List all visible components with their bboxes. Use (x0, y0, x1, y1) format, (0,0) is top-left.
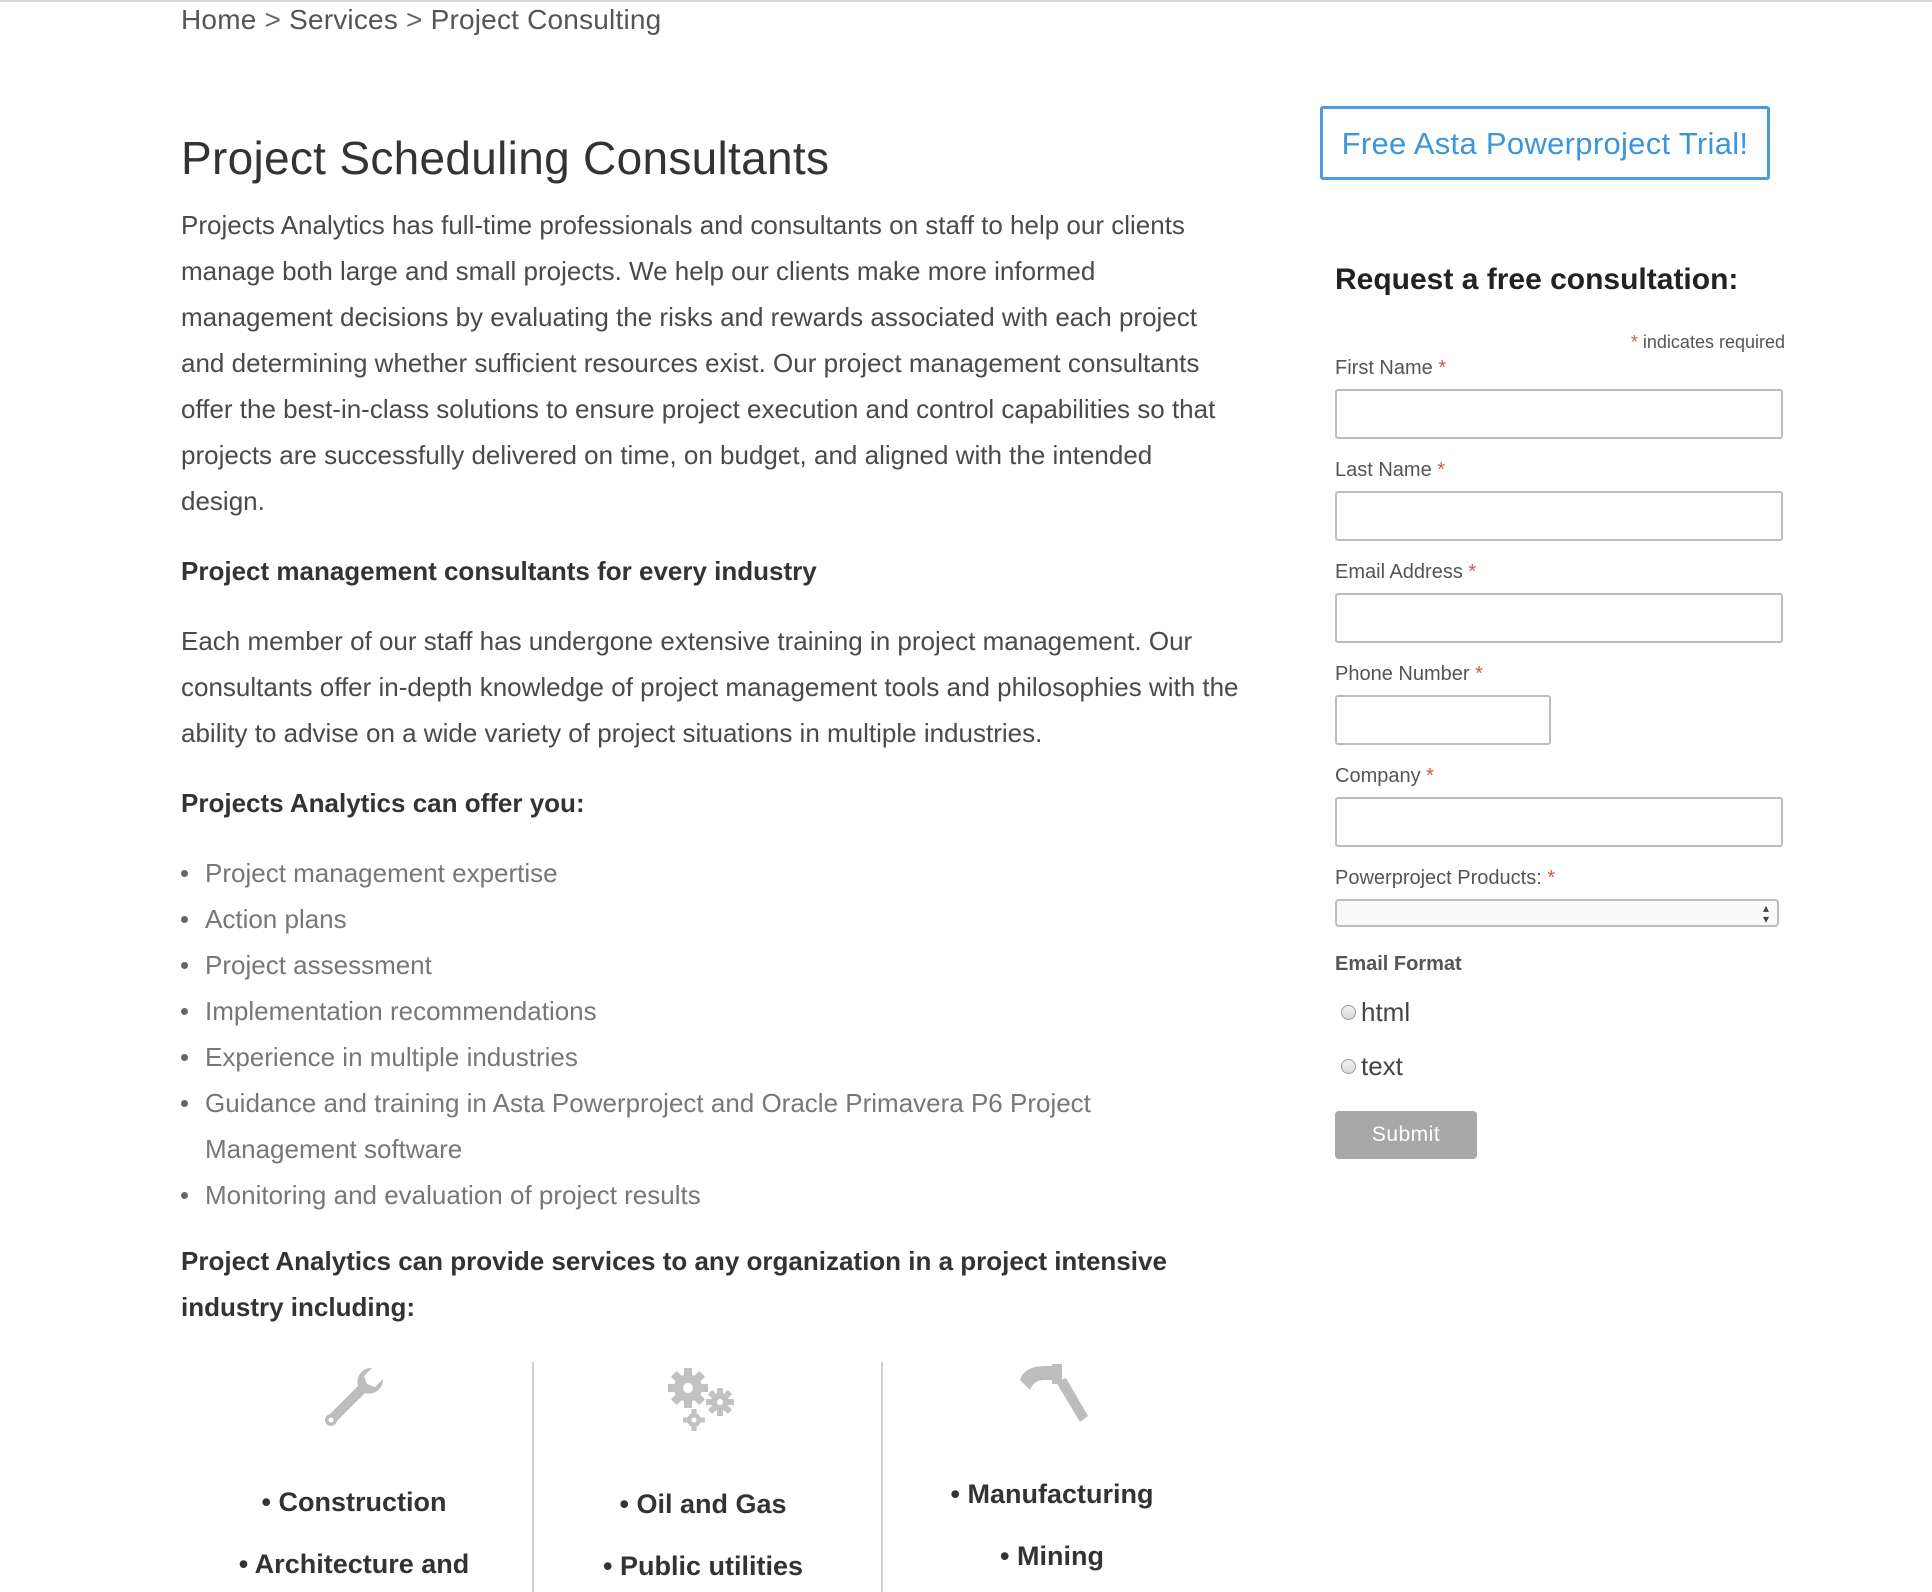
list-item-text: Implementation recommendations (205, 996, 597, 1026)
list-item (181, 1172, 1241, 1218)
required-note (1335, 331, 1785, 353)
bullet-icon (181, 1054, 188, 1061)
select-arrows-icon: ▴ ▾ (1762, 901, 1769, 926)
industry-item: • Construction (261, 1487, 447, 1517)
list-item (181, 850, 1241, 896)
products-label-text: Powerproject Products: (1335, 867, 1542, 889)
required-star: * (1426, 765, 1434, 787)
wrench-icon (314, 1360, 394, 1440)
required-star: * (1475, 663, 1483, 685)
provide-heading: Project Analytics can provide services to any organization in a project intensive industry including: (181, 1246, 1167, 1322)
industry-item: • Mining (1000, 1541, 1104, 1571)
breadcrumb (181, 4, 661, 36)
last-name-label (1335, 457, 1785, 483)
company-input[interactable] (1335, 797, 1783, 847)
industry-item: • Oil and Gas (619, 1489, 787, 1519)
industry-item: • Manufacturing (950, 1479, 1154, 1509)
phone-input[interactable] (1335, 695, 1551, 745)
required-star: * (1437, 459, 1446, 481)
free-trial-button[interactable]: Free Asta Powerproject Trial! (1320, 106, 1770, 180)
required-star: * (1630, 332, 1638, 352)
top-border (0, 0, 1932, 2)
form-title: Request a free consultation: (1335, 263, 1739, 296)
industry-column-manufacturing (879, 1360, 1225, 1592)
submit-button[interactable]: Submit (1335, 1111, 1477, 1159)
phone-label-text: Phone Number (1335, 663, 1470, 685)
bullet-icon (181, 870, 188, 877)
radio-text-label: text (1361, 1050, 1403, 1081)
list-item-text: Action plans (205, 904, 347, 934)
list-item-text: Project management expertise (205, 858, 558, 888)
required-note-text: indicates required (1637, 332, 1785, 352)
bullet-icon (181, 962, 188, 969)
required-star: * (1438, 357, 1447, 379)
list-item (181, 942, 1241, 988)
radio-text-row[interactable] (1335, 1051, 1785, 1081)
radio-html-label: html (1361, 996, 1411, 1027)
breadcrumb-home-link[interactable]: Home (181, 4, 257, 35)
list-item (181, 1034, 1241, 1080)
email-input[interactable] (1335, 593, 1783, 643)
products-label (1335, 865, 1785, 891)
email-format-label: Email Format (1335, 953, 1462, 975)
company-label-text: Company (1335, 765, 1421, 787)
list-item-text: Monitoring and evaluation of project results (205, 1180, 701, 1210)
products-select[interactable] (1335, 899, 1779, 927)
first-name-input[interactable] (1335, 389, 1783, 439)
list-item (181, 896, 1241, 942)
radio-html-row[interactable] (1335, 997, 1785, 1027)
phone-label (1335, 661, 1785, 687)
industries-section (181, 1360, 1231, 1592)
industry-item: • Public utilities (603, 1551, 803, 1581)
bullet-icon (181, 916, 188, 923)
gears-icon (658, 1360, 748, 1440)
list-item-text: Experience in multiple industries (205, 1042, 578, 1072)
bullet-icon (181, 1100, 188, 1107)
breadcrumb-separator: > (406, 4, 423, 35)
consultation-form (1335, 255, 1785, 1159)
page-title: Project Scheduling Consultants (181, 132, 830, 184)
bullet-icon (181, 1008, 188, 1015)
industry-column-oil-gas (530, 1360, 876, 1592)
hammer-icon (1012, 1360, 1092, 1430)
intro-paragraph: Projects Analytics has full-time professionals and consultants on staff to help our clients manage both large and small projects. We help our clients make more informed management decisions by evaluating the risks and rewards associated with each project and determining whether sufficient resources exist. Our project management consultants offer the best-in-class solutions to ensure project execution and control capabilities so that projects are successfully delivered on time, on budget, and aligned with the intended design. (181, 210, 1216, 516)
radio-html[interactable] (1341, 1005, 1356, 1020)
list-item (181, 1080, 1181, 1172)
offer-heading: Projects Analytics can offer you: (181, 788, 585, 818)
first-name-label (1335, 355, 1785, 381)
offer-list (181, 850, 1241, 1218)
required-star: * (1468, 561, 1477, 583)
last-name-input[interactable] (1335, 491, 1783, 541)
first-name-label-text: First Name (1335, 357, 1433, 379)
email-label (1335, 559, 1785, 585)
breadcrumb-current: Project Consulting (430, 4, 662, 35)
industry-heading: Project management consultants for every industry (181, 556, 817, 586)
industry-column-construction (181, 1360, 527, 1592)
industry-item: • Architecture and (238, 1549, 470, 1579)
last-name-label-text: Last Name (1335, 459, 1432, 481)
required-star: * (1547, 867, 1556, 889)
list-item-text: Guidance and training in Asta Powerproject and Oracle Primavera P6 Project Management software (205, 1088, 1091, 1164)
breadcrumb-services-link[interactable]: Services (289, 4, 399, 35)
company-label (1335, 763, 1785, 789)
email-label-text: Email Address (1335, 561, 1463, 583)
radio-text[interactable] (1341, 1059, 1356, 1074)
list-item-text: Project assessment (205, 950, 432, 980)
industry-paragraph: Each member of our staff has undergone extensive training in project management. Our consultants offer in-depth knowledge of project management tools and philosophies with the ability to advise on a wide variety of project situations in multiple industries. (181, 626, 1239, 748)
breadcrumb-separator: > (264, 4, 282, 35)
list-item (181, 988, 1241, 1034)
main-content (181, 126, 1241, 1330)
bullet-icon (181, 1192, 188, 1199)
